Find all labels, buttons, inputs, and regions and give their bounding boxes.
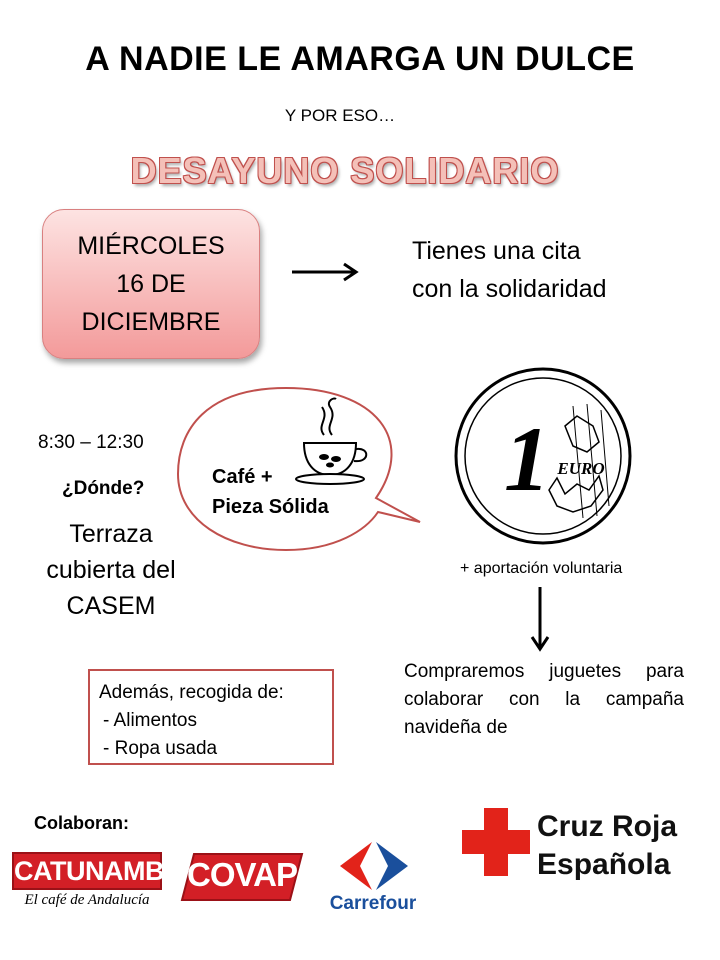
cruz-roja-name bbox=[537, 808, 677, 884]
catunambu-name: CATUNAMBÚ bbox=[12, 852, 162, 890]
catunambu-logo bbox=[12, 852, 183, 909]
date-box bbox=[42, 209, 260, 359]
poster-subtitle: Y POR ESO… bbox=[284, 106, 396, 125]
where-label: ¿Dónde? bbox=[62, 478, 145, 499]
place-line-1: Terraza bbox=[69, 520, 153, 548]
euro-coin-icon bbox=[453, 366, 633, 546]
catunambu-tagline: El café de Andalucía bbox=[24, 892, 150, 908]
coin-number: 1 bbox=[504, 408, 550, 510]
red-cross-icon bbox=[462, 808, 530, 876]
arrow-down-icon bbox=[530, 585, 550, 655]
cita-line-1: Tienes una cita bbox=[412, 237, 581, 265]
collection-heading: Además, recogida de: bbox=[99, 682, 284, 703]
offer-line-1: Café + bbox=[212, 466, 273, 488]
offer-line-2: Pieza Sólida bbox=[212, 496, 329, 518]
event-name: DESAYUNO SOLIDARIO bbox=[130, 150, 560, 191]
coin-label: EURO bbox=[557, 459, 605, 478]
date-month: DICIEMBRE bbox=[81, 308, 221, 336]
campaign-text: Compraremos juguetes para colaborar con la campaña navideña de bbox=[404, 661, 684, 738]
cita-line-2: con la solidaridad bbox=[412, 275, 607, 303]
cruz-roja-line-2: Española bbox=[537, 848, 671, 881]
place-line-2: cubierta del bbox=[46, 556, 176, 584]
aportacion-text: + aportación voluntaria bbox=[460, 560, 623, 577]
date-day: 16 DE bbox=[116, 270, 186, 298]
arrow-right-icon bbox=[290, 262, 362, 282]
event-place bbox=[26, 516, 196, 624]
collection-item: - Ropa usada bbox=[103, 738, 218, 759]
collection-item: - Alimentos bbox=[103, 710, 197, 731]
event-hours: 8:30 – 12:30 bbox=[38, 432, 144, 453]
date-weekday: MIÉRCOLES bbox=[77, 232, 225, 260]
carrefour-logo-icon bbox=[334, 838, 414, 894]
collection-box bbox=[88, 669, 334, 765]
cita-text bbox=[412, 232, 607, 308]
poster-title: A NADIE LE AMARGA UN DULCE bbox=[85, 40, 635, 78]
offer-text bbox=[212, 462, 329, 522]
covap-name: COVAP bbox=[187, 856, 297, 893]
sponsors-label: Colaboran: bbox=[34, 813, 130, 833]
carrefour-name: Carrefour bbox=[329, 893, 417, 914]
cruz-roja-line-1: Cruz Roja bbox=[537, 810, 678, 843]
place-line-3: CASEM bbox=[66, 592, 156, 620]
